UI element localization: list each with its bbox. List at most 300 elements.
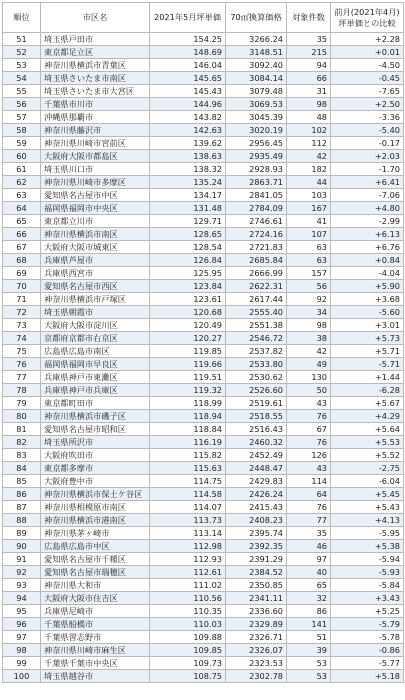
cell-city-name: 埼玉県さいたま市南区	[41, 72, 150, 85]
table-row	[3, 618, 404, 631]
cell-city-name: 神奈川県横浜市港南区	[41, 514, 150, 527]
cell-price: 119.85	[150, 345, 226, 358]
cell-change: -0.17	[331, 137, 404, 150]
cell-city-name: 広島県広島市南区	[41, 345, 150, 358]
ranking-table	[2, 2, 404, 683]
cell-change: -5.94	[331, 553, 404, 566]
cell-change: +0.84	[331, 254, 404, 267]
cell-price: 138.63	[150, 150, 226, 163]
cell-city-name: 神奈川県横浜市青葉区	[41, 59, 150, 72]
cell-price: 154.25	[150, 33, 226, 46]
table-row	[3, 397, 404, 410]
cell-price: 115.63	[150, 462, 226, 475]
cell-city-name: 神奈川県大和市	[41, 579, 150, 592]
cell-rank: 78	[3, 384, 41, 397]
cell-converted-price: 2956.45	[226, 137, 287, 150]
cell-city-name: 愛知県名古屋市昭和区	[41, 423, 150, 436]
cell-count: 42	[287, 150, 331, 163]
cell-converted-price: 2336.60	[226, 605, 287, 618]
cell-price: 128.54	[150, 241, 226, 254]
table-row	[3, 358, 404, 371]
cell-city-name: 埼玉県川口市	[41, 163, 150, 176]
table-row	[3, 293, 404, 306]
cell-converted-price: 2622.31	[226, 280, 287, 293]
cell-count: 76	[287, 410, 331, 423]
cell-converted-price: 2516.43	[226, 423, 287, 436]
cell-rank: 69	[3, 267, 41, 280]
cell-price: 120.27	[150, 332, 226, 345]
cell-converted-price: 2408.23	[226, 514, 287, 527]
cell-count: 56	[287, 280, 331, 293]
table-row	[3, 670, 404, 683]
cell-count: 92	[287, 293, 331, 306]
cell-count: 103	[287, 189, 331, 202]
cell-count: 182	[287, 163, 331, 176]
cell-price: 126.84	[150, 254, 226, 267]
cell-rank: 51	[3, 33, 41, 46]
cell-count: 130	[287, 371, 331, 384]
cell-city-name: 埼玉県所沢市	[41, 436, 150, 449]
cell-converted-price: 2784.09	[226, 202, 287, 215]
cell-price: 138.32	[150, 163, 226, 176]
cell-price: 112.98	[150, 540, 226, 553]
table-row	[3, 657, 404, 670]
cell-change: -6.04	[331, 475, 404, 488]
cell-city-name: 神奈川県相模原市南区	[41, 501, 150, 514]
cell-price: 135.24	[150, 176, 226, 189]
cell-change: -2.75	[331, 462, 404, 475]
table-row	[3, 631, 404, 644]
cell-rank: 55	[3, 85, 41, 98]
table-row	[3, 566, 404, 579]
cell-change: -5.84	[331, 579, 404, 592]
cell-city-name: 広島県広島市中区	[41, 540, 150, 553]
cell-count: 53	[287, 670, 331, 683]
cell-converted-price: 3084.14	[226, 72, 287, 85]
cell-change: +3.68	[331, 293, 404, 306]
cell-price: 118.99	[150, 397, 226, 410]
cell-count: 32	[287, 592, 331, 605]
cell-rank: 88	[3, 514, 41, 527]
cell-count: 41	[287, 215, 331, 228]
cell-price: 118.94	[150, 410, 226, 423]
cell-price: 110.35	[150, 605, 226, 618]
table-row	[3, 423, 404, 436]
cell-change: +5.90	[331, 280, 404, 293]
cell-converted-price: 3045.39	[226, 111, 287, 124]
cell-rank: 61	[3, 163, 41, 176]
cell-city-name: 埼玉県さいたま市大宮区	[41, 85, 150, 98]
cell-change: -5.71	[331, 358, 404, 371]
cell-converted-price: 2350.85	[226, 579, 287, 592]
cell-change: -5.78	[331, 631, 404, 644]
table-row	[3, 371, 404, 384]
cell-rank: 54	[3, 72, 41, 85]
cell-change: -0.45	[331, 72, 404, 85]
cell-converted-price: 2452.49	[226, 449, 287, 462]
cell-price: 131.48	[150, 202, 226, 215]
cell-converted-price: 2519.61	[226, 397, 287, 410]
cell-rank: 66	[3, 228, 41, 241]
cell-price: 120.68	[150, 306, 226, 319]
cell-city-name: 神奈川県川崎市多摩区	[41, 176, 150, 189]
table-row	[3, 319, 404, 332]
cell-converted-price: 2329.89	[226, 618, 287, 631]
cell-converted-price: 2537.82	[226, 345, 287, 358]
cell-count: 97	[287, 553, 331, 566]
cell-price: 114.75	[150, 475, 226, 488]
cell-rank: 80	[3, 410, 41, 423]
cell-count: 43	[287, 462, 331, 475]
cell-price: 112.61	[150, 566, 226, 579]
table-row	[3, 384, 404, 397]
table-row	[3, 449, 404, 462]
table-row	[3, 306, 404, 319]
cell-converted-price: 2302.78	[226, 670, 287, 683]
cell-change: +6.76	[331, 241, 404, 254]
cell-rank: 93	[3, 579, 41, 592]
cell-price: 125.95	[150, 267, 226, 280]
cell-converted-price: 3079.48	[226, 85, 287, 98]
cell-price: 109.73	[150, 657, 226, 670]
table-row	[3, 280, 404, 293]
cell-change: -1.70	[331, 163, 404, 176]
cell-city-name: 福岡県福岡市早良区	[41, 358, 150, 371]
table-body	[3, 33, 404, 683]
cell-count: 126	[287, 449, 331, 462]
cell-price: 113.14	[150, 527, 226, 540]
cell-change: +4.29	[331, 410, 404, 423]
cell-city-name: 神奈川県川崎市麻生区	[41, 644, 150, 657]
cell-change: -5.93	[331, 566, 404, 579]
cell-converted-price: 3266.24	[226, 33, 287, 46]
cell-rank: 77	[3, 371, 41, 384]
cell-city-name: 大阪府大阪市淀川区	[41, 319, 150, 332]
cell-change: +6.13	[331, 228, 404, 241]
cell-city-name: 神奈川県横浜市磯子区	[41, 410, 150, 423]
cell-count: 35	[287, 527, 331, 540]
cell-count: 40	[287, 566, 331, 579]
cell-change: -5.77	[331, 657, 404, 670]
cell-city-name: 埼玉県戸田市	[41, 33, 150, 46]
cell-change: +5.43	[331, 501, 404, 514]
table-row	[3, 267, 404, 280]
cell-price: 128.65	[150, 228, 226, 241]
cell-rank: 98	[3, 644, 41, 657]
cell-city-name: 千葉県船橋市	[41, 618, 150, 631]
cell-city-name: 兵庫県芦屋市	[41, 254, 150, 267]
cell-converted-price: 2551.38	[226, 319, 287, 332]
cell-rank: 85	[3, 475, 41, 488]
cell-city-name: 大阪府大阪市城東区	[41, 241, 150, 254]
table-row	[3, 163, 404, 176]
cell-rank: 67	[3, 241, 41, 254]
cell-converted-price: 2526.60	[226, 384, 287, 397]
cell-rank: 100	[3, 670, 41, 683]
cell-converted-price: 2533.80	[226, 358, 287, 371]
table-row	[3, 176, 404, 189]
cell-city-name: 神奈川県川崎市宮前区	[41, 137, 150, 150]
cell-count: 67	[287, 423, 331, 436]
cell-price: 118.84	[150, 423, 226, 436]
cell-count: 114	[287, 475, 331, 488]
cell-city-name: 福岡県福岡市中央区	[41, 202, 150, 215]
cell-price: 114.58	[150, 488, 226, 501]
cell-converted-price: 2392.35	[226, 540, 287, 553]
cell-converted-price: 2460.32	[226, 436, 287, 449]
cell-converted-price: 2721.83	[226, 241, 287, 254]
cell-change: +5.25	[331, 605, 404, 618]
cell-change: -7.65	[331, 85, 404, 98]
cell-price: 129.71	[150, 215, 226, 228]
cell-change: +5.45	[331, 488, 404, 501]
cell-converted-price: 2928.93	[226, 163, 287, 176]
cell-rank: 91	[3, 553, 41, 566]
cell-city-name: 東京都足立区	[41, 46, 150, 59]
table-row	[3, 33, 404, 46]
cell-count: 42	[287, 345, 331, 358]
cell-converted-price: 2530.62	[226, 371, 287, 384]
cell-change: +5.71	[331, 345, 404, 358]
cell-city-name: 神奈川県横浜市戸塚区	[41, 293, 150, 306]
cell-rank: 86	[3, 488, 41, 501]
cell-city-name: 神奈川県横浜市保土ケ谷区	[41, 488, 150, 501]
cell-price: 116.19	[150, 436, 226, 449]
cell-city-name: 神奈川県藤沢市	[41, 124, 150, 137]
table-row	[3, 514, 404, 527]
cell-change: +5.52	[331, 449, 404, 462]
cell-change: +4.13	[331, 514, 404, 527]
cell-count: 76	[287, 436, 331, 449]
cell-city-name: 東京都多摩市	[41, 462, 150, 475]
cell-change: +2.50	[331, 98, 404, 111]
cell-change: +6.41	[331, 176, 404, 189]
table-row	[3, 332, 404, 345]
cell-count: 65	[287, 579, 331, 592]
table-row	[3, 462, 404, 475]
cell-converted-price: 2724.16	[226, 228, 287, 241]
cell-change: +3.43	[331, 592, 404, 605]
cell-converted-price: 2666.99	[226, 267, 287, 280]
cell-change: +2.28	[331, 33, 404, 46]
cell-rank: 87	[3, 501, 41, 514]
cell-rank: 79	[3, 397, 41, 410]
table-row	[3, 241, 404, 254]
cell-converted-price: 2429.83	[226, 475, 287, 488]
cell-count: 39	[287, 644, 331, 657]
cell-city-name: 兵庫県神戸市東灘区	[41, 371, 150, 384]
cell-price: 146.04	[150, 59, 226, 72]
cell-count: 49	[287, 358, 331, 371]
table-row	[3, 501, 404, 514]
cell-city-name: 兵庫県尼崎市	[41, 605, 150, 618]
cell-rank: 53	[3, 59, 41, 72]
cell-rank: 82	[3, 436, 41, 449]
cell-count: 98	[287, 319, 331, 332]
cell-city-name: 埼玉県越谷市	[41, 670, 150, 683]
cell-city-name: 埼玉県朝霞市	[41, 306, 150, 319]
table-row	[3, 137, 404, 150]
table-row	[3, 540, 404, 553]
cell-count: 63	[287, 241, 331, 254]
cell-price: 114.07	[150, 501, 226, 514]
cell-city-name: 兵庫県神戸市兵庫区	[41, 384, 150, 397]
cell-count: 102	[287, 124, 331, 137]
cell-city-name: 千葉県習志野市	[41, 631, 150, 644]
cell-count: 94	[287, 59, 331, 72]
cell-count: 48	[287, 111, 331, 124]
cell-count: 107	[287, 228, 331, 241]
cell-change: +4.80	[331, 202, 404, 215]
cell-converted-price: 2546.72	[226, 332, 287, 345]
cell-price: 113.73	[150, 514, 226, 527]
cell-price: 142.63	[150, 124, 226, 137]
cell-city-name: 大阪府吹田市	[41, 449, 150, 462]
cell-rank: 60	[3, 150, 41, 163]
cell-converted-price: 2746.61	[226, 215, 287, 228]
cell-count: 38	[287, 332, 331, 345]
cell-price: 143.82	[150, 111, 226, 124]
header-count: 対象件数	[287, 3, 331, 33]
cell-converted-price: 2415.43	[226, 501, 287, 514]
cell-city-name: 大阪府豊中市	[41, 475, 150, 488]
cell-price: 145.43	[150, 85, 226, 98]
cell-rank: 52	[3, 46, 41, 59]
table-row	[3, 150, 404, 163]
cell-count: 50	[287, 384, 331, 397]
cell-rank: 99	[3, 657, 41, 670]
table-row	[3, 644, 404, 657]
cell-converted-price: 3020.19	[226, 124, 287, 137]
cell-city-name: 東京都町田市	[41, 397, 150, 410]
table-row	[3, 488, 404, 501]
table-row	[3, 605, 404, 618]
table-row	[3, 527, 404, 540]
table-row	[3, 98, 404, 111]
cell-count: 34	[287, 306, 331, 319]
cell-city-name: 兵庫県西宮市	[41, 267, 150, 280]
cell-price: 112.93	[150, 553, 226, 566]
cell-rank: 56	[3, 98, 41, 111]
table-row	[3, 111, 404, 124]
table-row	[3, 254, 404, 267]
cell-count: 31	[287, 85, 331, 98]
cell-price: 148.69	[150, 46, 226, 59]
cell-count: 63	[287, 254, 331, 267]
cell-change: -5.40	[331, 124, 404, 137]
cell-change: +5.53	[331, 436, 404, 449]
cell-rank: 76	[3, 358, 41, 371]
cell-city-name: 大阪府大阪市都島区	[41, 150, 150, 163]
table-row	[3, 553, 404, 566]
cell-city-name: 愛知県名古屋市千種区	[41, 553, 150, 566]
table-row	[3, 436, 404, 449]
cell-rank: 62	[3, 176, 41, 189]
cell-price: 134.17	[150, 189, 226, 202]
table-row	[3, 410, 404, 423]
cell-city-name: 愛知県名古屋市西区	[41, 280, 150, 293]
cell-rank: 83	[3, 449, 41, 462]
cell-price: 123.84	[150, 280, 226, 293]
table-row	[3, 46, 404, 59]
cell-price: 109.88	[150, 631, 226, 644]
cell-price: 109.85	[150, 644, 226, 657]
cell-price: 139.62	[150, 137, 226, 150]
header-city-name: 市区名	[41, 3, 150, 33]
cell-count: 43	[287, 397, 331, 410]
cell-count: 167	[287, 202, 331, 215]
cell-city-name: 愛知県名古屋市瑞穂区	[41, 566, 150, 579]
cell-price: 119.32	[150, 384, 226, 397]
cell-count: 86	[287, 605, 331, 618]
cell-change: +0.01	[331, 46, 404, 59]
cell-count: 66	[287, 72, 331, 85]
table-row	[3, 59, 404, 72]
cell-rank: 65	[3, 215, 41, 228]
cell-converted-price: 2863.71	[226, 176, 287, 189]
cell-change: -6.28	[331, 384, 404, 397]
cell-converted-price: 2326.07	[226, 644, 287, 657]
cell-converted-price: 2426.24	[226, 488, 287, 501]
cell-change: -5.95	[331, 527, 404, 540]
cell-rank: 73	[3, 319, 41, 332]
cell-price: 108.75	[150, 670, 226, 683]
table-row	[3, 579, 404, 592]
cell-converted-price: 2935.49	[226, 150, 287, 163]
cell-converted-price: 2685.84	[226, 254, 287, 267]
cell-rank: 92	[3, 566, 41, 579]
cell-change: -3.36	[331, 111, 404, 124]
cell-converted-price: 2555.40	[226, 306, 287, 319]
cell-rank: 58	[3, 124, 41, 137]
header-change: 前月(2021年4月)坪単価との比較	[331, 3, 404, 33]
cell-count: 141	[287, 618, 331, 631]
cell-rank: 64	[3, 202, 41, 215]
cell-city-name: 京都府京都市右京区	[41, 332, 150, 345]
cell-rank: 90	[3, 540, 41, 553]
cell-rank: 95	[3, 605, 41, 618]
cell-count: 98	[287, 98, 331, 111]
cell-change: -2.99	[331, 215, 404, 228]
cell-rank: 97	[3, 631, 41, 644]
table-row	[3, 215, 404, 228]
cell-change: +5.67	[331, 397, 404, 410]
cell-city-name: 神奈川県茅ヶ崎市	[41, 527, 150, 540]
cell-city-name: 神奈川県横浜市南区	[41, 228, 150, 241]
cell-rank: 74	[3, 332, 41, 345]
cell-converted-price: 2326.71	[226, 631, 287, 644]
cell-change: -4.04	[331, 267, 404, 280]
table-row	[3, 189, 404, 202]
cell-price: 144.96	[150, 98, 226, 111]
cell-converted-price: 2391.29	[226, 553, 287, 566]
cell-city-name: 東京都立川市	[41, 215, 150, 228]
table-row	[3, 72, 404, 85]
cell-city-name: 千葉県市川市	[41, 98, 150, 111]
cell-city-name: 愛知県名古屋市中区	[41, 189, 150, 202]
table-row	[3, 475, 404, 488]
cell-count: 44	[287, 176, 331, 189]
cell-count: 76	[287, 501, 331, 514]
cell-change: -0.86	[331, 644, 404, 657]
cell-change: +5.73	[331, 332, 404, 345]
cell-change: +5.38	[331, 540, 404, 553]
cell-count: 46	[287, 540, 331, 553]
table-row	[3, 345, 404, 358]
cell-rank: 75	[3, 345, 41, 358]
cell-change: +2.03	[331, 150, 404, 163]
cell-count: 64	[287, 488, 331, 501]
